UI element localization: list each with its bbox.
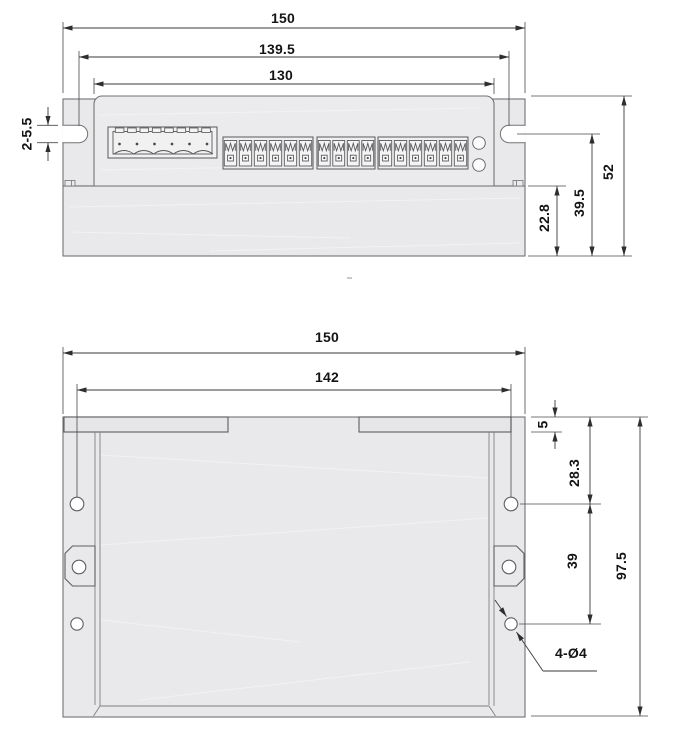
front-view	[62, 96, 525, 256]
terminal-blocks	[223, 137, 468, 169]
dim-slot-span-label: 139.5	[258, 41, 296, 57]
terminal-block-group	[317, 137, 375, 169]
pluggable-connector	[108, 127, 217, 158]
plan-view	[63, 417, 525, 717]
dim-plan-overall-width-label: 150	[315, 329, 339, 345]
led-indicator-bottom	[473, 159, 486, 172]
terminal-block-group	[223, 137, 313, 169]
dim-slot-height-label: 39.5	[571, 188, 587, 218]
mounting-hole-bottom-left	[71, 618, 83, 630]
artifact-speck	[347, 277, 352, 279]
led-indicator-top	[473, 137, 486, 150]
enclosure-body	[63, 417, 525, 717]
top-notch-left	[64, 417, 228, 432]
dim-hole-span-label: 142	[315, 369, 339, 385]
dim-plan-overall-height-label: 97.5	[613, 551, 629, 581]
dim-base-height-label: 22.8	[536, 203, 552, 233]
dim-overall-width-label: 150	[271, 10, 295, 26]
lug-hole-right	[502, 560, 516, 574]
mounting-hole-bottom-right	[505, 618, 517, 630]
dim-mounting-slot-label: 2-5.5	[18, 117, 35, 151]
dim-overall-height-label: 52	[600, 164, 616, 180]
mounting-slot-left	[62, 125, 87, 142]
heatsink-base	[63, 186, 525, 256]
hole-callout-label: 4-Ø4	[555, 645, 587, 661]
dim-notch-depth-label: 5	[534, 420, 551, 429]
foot-tab-left	[65, 181, 75, 187]
top-notch-right	[359, 417, 511, 432]
dim-hole-pitch-label: 39	[564, 553, 580, 569]
lug-hole-left	[72, 560, 86, 574]
foot-tab-right	[513, 181, 523, 187]
dim-hole-top-offset-label: 28.3	[566, 458, 582, 488]
mounting-hole-top-left	[70, 497, 84, 511]
mounting-hole-top-right	[504, 497, 518, 511]
dim-panel-width-label: 130	[269, 67, 293, 83]
terminal-block-group	[378, 137, 468, 169]
